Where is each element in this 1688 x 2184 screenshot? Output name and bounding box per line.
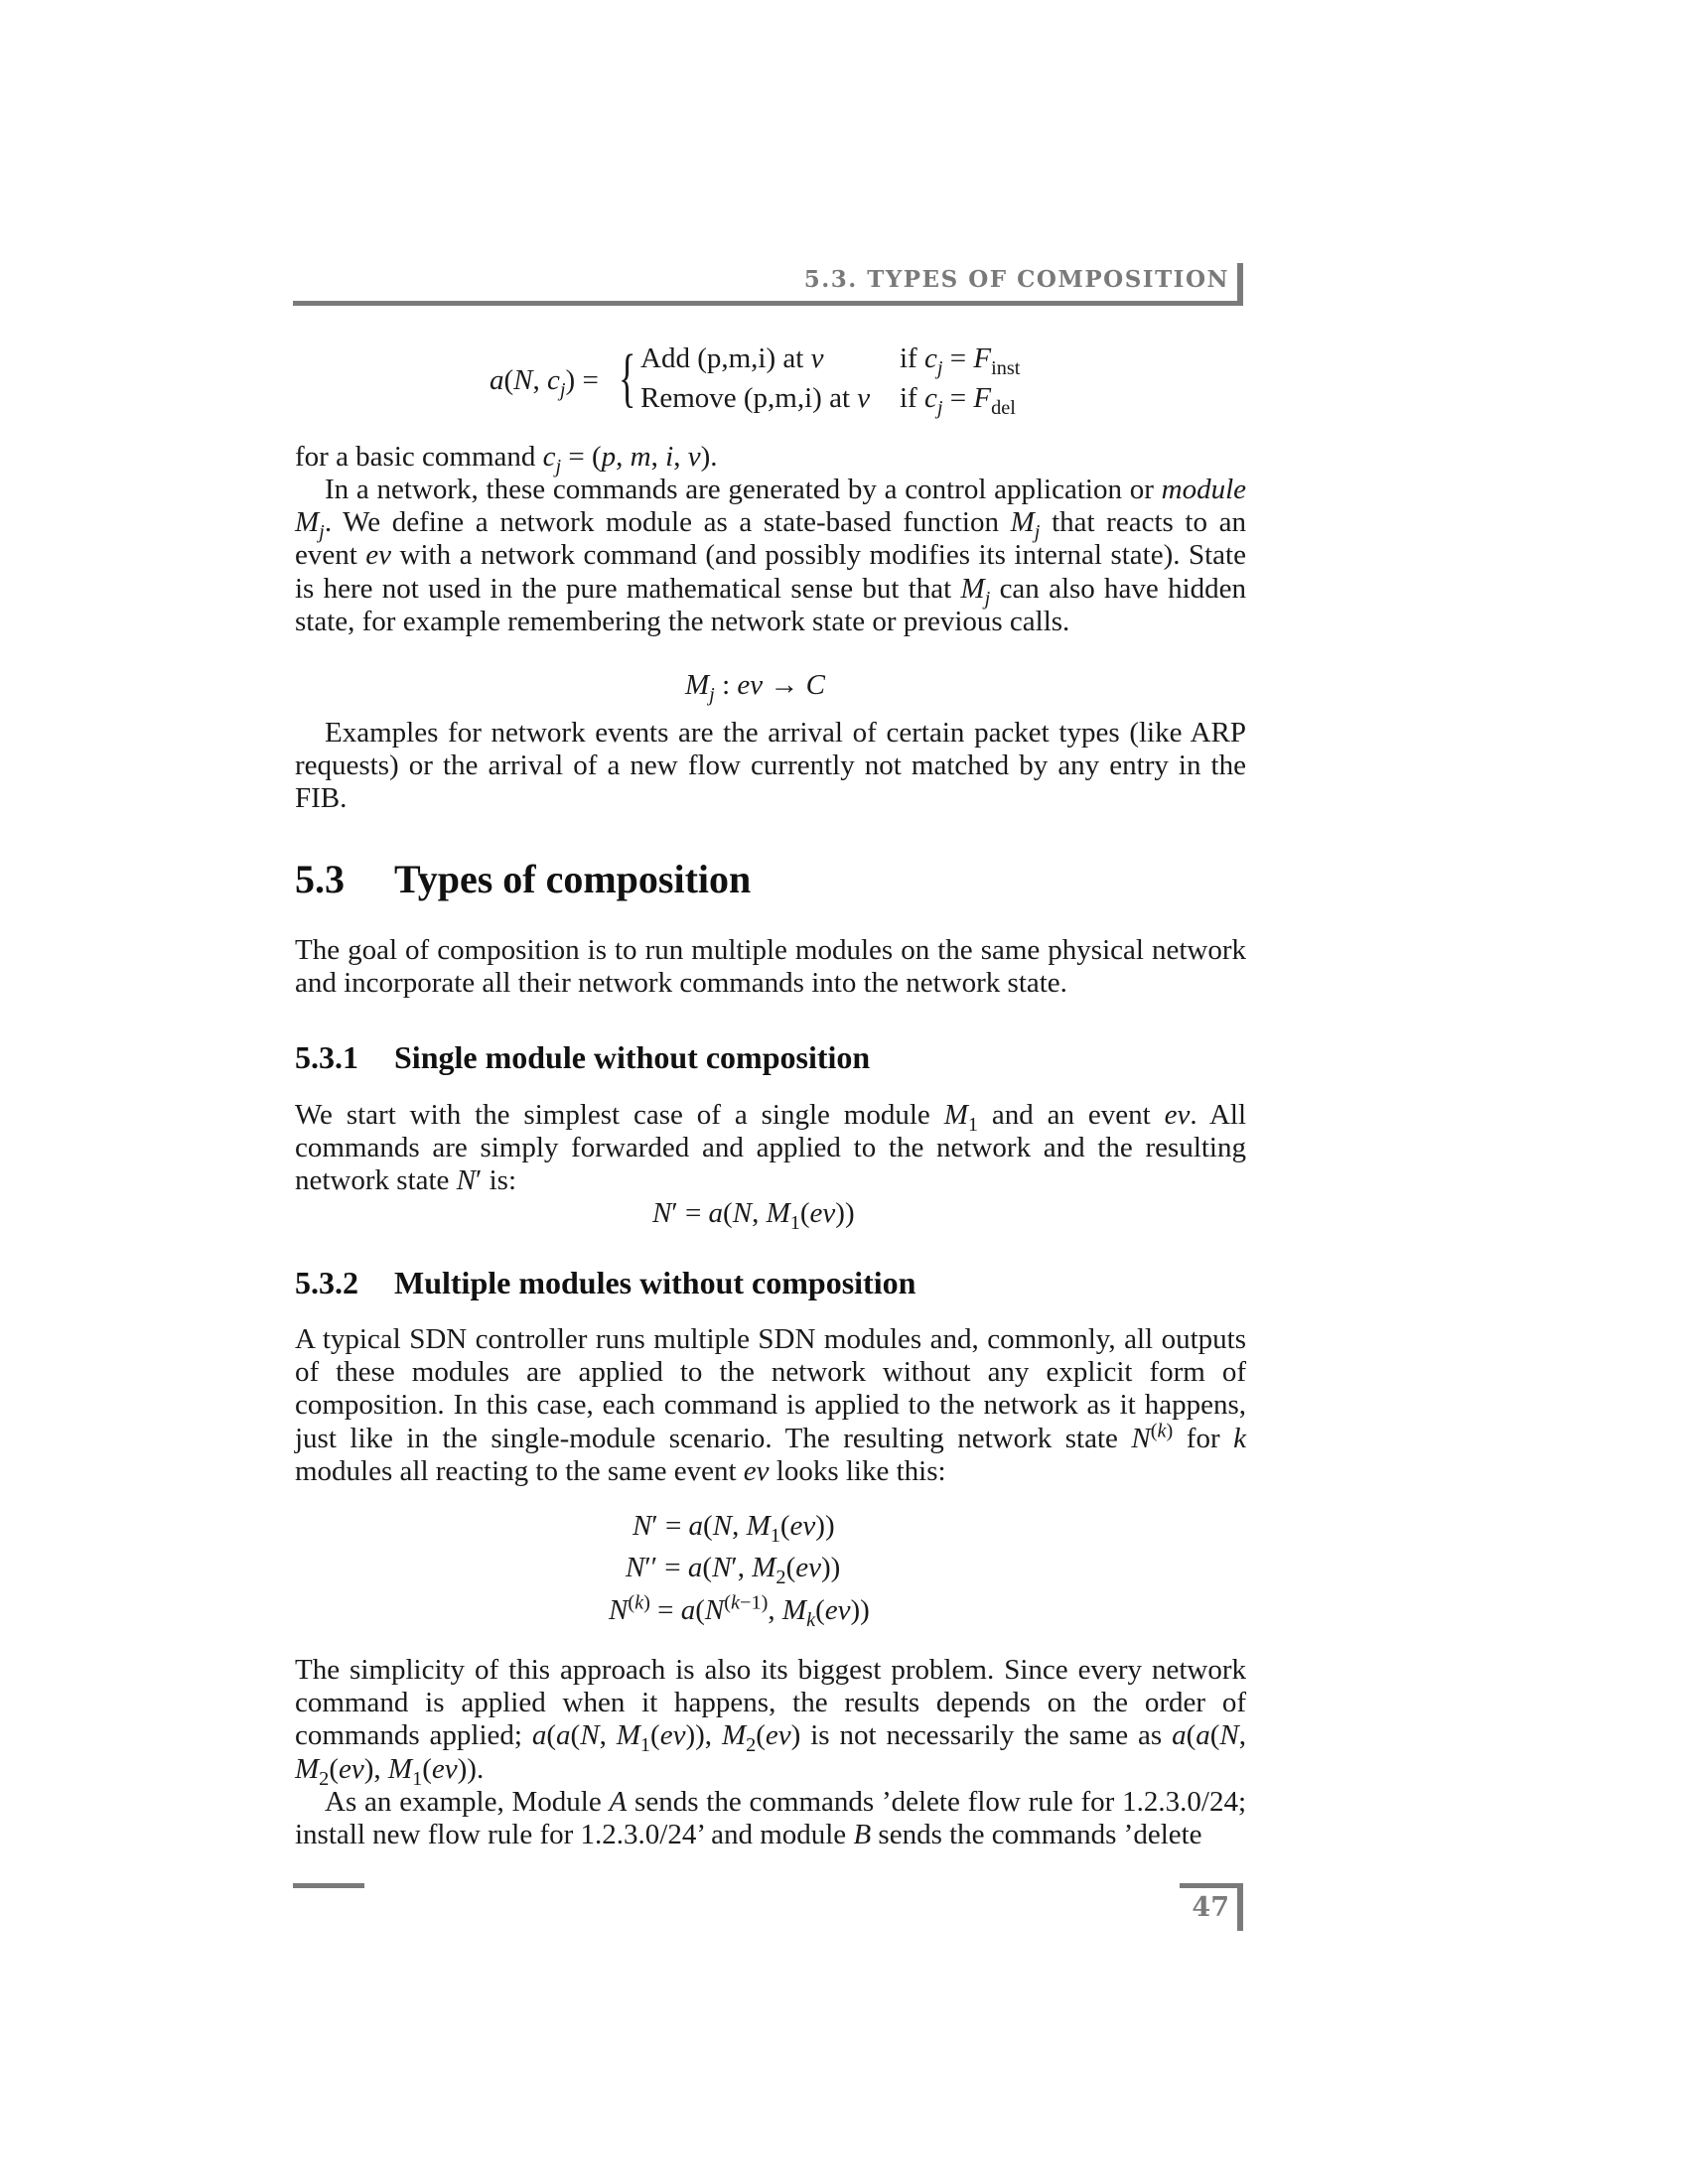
footer-rule: [293, 1883, 364, 1888]
section-heading-5-3-2: [295, 1265, 915, 1301]
footer-tick-vertical: [1237, 1883, 1243, 1931]
header-rule: [293, 301, 1242, 306]
paragraph-module-definition: In a network, these commands are generated by a control application or module $M_j$. We define a network module as a state-based function $M_j$ that reacts to an event ev with a network command (and possibly modifies its internal state). State is here not used in the pure mathematical sense but that $M_j$ can also have hidden state, for example remembering the network state or previous calls.: [295, 474, 1246, 637]
page-number: 47: [1192, 1892, 1229, 1923]
subsection-title: Single module without composition: [394, 1039, 871, 1075]
subsection-number: 5.3.2: [295, 1265, 358, 1300]
paragraph-goal: The goal of composition is to run multiple modules on the same physical network and incorporate all their network commands into the network state.: [295, 934, 1246, 1000]
subsection-number: 5.3.1: [295, 1039, 358, 1075]
section-heading-5-3-1: [295, 1039, 870, 1076]
section-number: 5.3: [295, 857, 345, 901]
running-header-title: 5.3. TYPES OF COMPOSITION: [803, 266, 1229, 293]
paragraph-multiple-modules: A typical SDN controller runs multiple SDN modules and, commonly, all outputs of these modules are applied to the network without any explicit form of composition. In this case, each command is applied to the network as it happens, just like in the single-module scenario. The resulting network state $N^{(k)}$ for k modules all reacting to the same event ev looks like this:: [295, 1323, 1246, 1487]
section-heading-5-3: [295, 856, 751, 902]
cond-del: if $c_j = F_{del}$: [900, 382, 1016, 419]
equation-module-function: $M_j$ : ev → C: [685, 669, 825, 706]
equation-multi-1: N′ = a(N, $M_1(ev)$): [633, 1510, 835, 1547]
cond-inst: if $c_j = F_{inst}$: [900, 342, 1021, 379]
case-add: Add (p,m,i) at v: [640, 342, 824, 374]
paragraph-network-events: Examples for network events are the arrival of certain packet types (like ARP requests) or the arrival of a new flow currently not matched by any entry in the FIB.: [295, 717, 1246, 815]
section-title: Types of composition: [394, 857, 752, 901]
paragraph-single-module: We start with the simplest case of a single module $M_1$ and an event ev. All commands are simply forwarded and applied to the network and the resulting network state N′ is:: [295, 1099, 1246, 1197]
paragraph-simplicity-problem: The simplicity of this approach is also its biggest problem. Since every network command is applied when it happens, the results depends on the order of commands applied; a(a(N, $M_1(ev)$), $M_2(ev)$ is not necessarily the same as a(a(N, $M_2(ev)$, $M_1(ev)$).: [295, 1654, 1247, 1790]
subsection-title: Multiple modules without composition: [394, 1265, 916, 1300]
paragraph-example: As an example, Module A sends the commands ’delete flow rule for 1.2.3.0/24; install new flow rule for 1.2.3.0/24’ and module B sends the commands ’delete: [295, 1786, 1246, 1851]
piecewise-lhs: a(N, $c_j$) =: [490, 364, 599, 401]
piecewise-brace: {: [619, 341, 636, 414]
footer-tick-horizontal: [1180, 1883, 1243, 1888]
paragraph-basic-command: for a basic command $c_j = (p$, m, i, v).: [295, 441, 718, 478]
equation-single-module: N′ = a(N, $M_1(ev)$): [652, 1197, 855, 1234]
equation-multi-2: N′′ = a(N′, $M_2(ev)$): [626, 1552, 841, 1588]
case-remove: Remove (p,m,i) at v: [640, 382, 871, 414]
header-tick: [1237, 263, 1243, 306]
equation-multi-k: $N^{(k)} = a(N^{(k-1)}$, $M_k(ev)$): [609, 1591, 870, 1631]
